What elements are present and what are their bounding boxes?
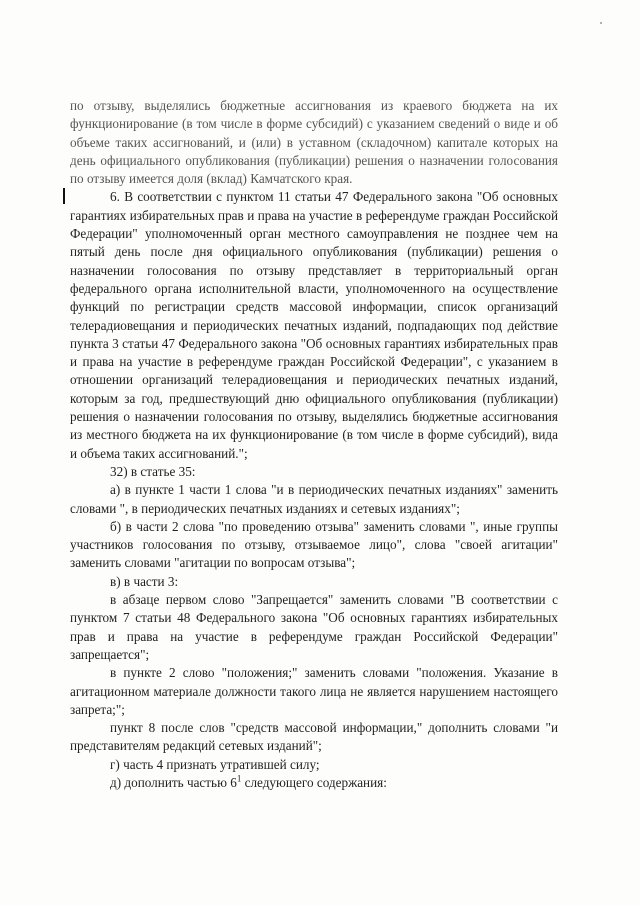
last-line-before: д) дополнить частью 6	[110, 774, 237, 790]
paragraph-punkt-8: пункт 8 после слов "средств массовой информации," дополнить словами "и представителям редакций сетевых изданий";	[70, 720, 558, 754]
paragraph-item-32: 32) в статье 35:	[110, 463, 196, 479]
paragraph-punkt-2: в пункте 2 слово "положения;" заменить словами "положения. Указание в агитационном материале должности такого лица не является нарушением настоящего запрета;";	[70, 665, 558, 717]
paragraph-continuation: по отзыву, выделялись бюджетные ассигнования из краевого бюджета на их функционирование (в том числе в форме субсидий) с указанием сведений о виде и об объеме таких ассигнований, и (или) в уставном (складочном) капитале которых на день официального опубликования (публикации) решения о назначении голосования по отзыву имеется доля (вклад) Камчатского края.	[70, 98, 558, 187]
paragraph-subitem-v: в) в части 3:	[110, 573, 179, 589]
paragraph-subitem-b: б) в части 2 слова "по проведению отзыва" заменить словами ", иные группы участников голосования по отзыву, отзываемое лицо", слова "своей агитации" заменить словами "агитации по вопросам отзыва";	[70, 518, 558, 571]
document-body	[70, 97, 558, 792]
last-line-superscript: 1	[236, 773, 242, 784]
scan-speck	[600, 22, 602, 24]
paragraph-first-abzac: в абзаце первом слово "Запрещается" заменить словами "В соответствии с пунктом 7 статьи 48 Федерального закона "Об основных гарантиях избирательных прав и права на участие в референдуме граждан Российской Федерации" запрещается";	[70, 592, 558, 662]
paragraph-subitem-a: а) в пункте 1 части 1 слова "и в периодических печатных изданиях" заменить словами ", в периодических печатных изданиях и сетевых изданиях";	[70, 482, 558, 516]
paragraph-item-6: 6. В соответствии с пунктом 11 статьи 47 Федерального закона "Об основных гарантиях избирательных прав и права на участие в референдуме граждан Российской Федерации" уполномоченный орган местного самоуправления не позднее чем на пятый день после дня официального опубликования (публикации) решения о назначении голосования по отзыву представляет в территориальный орган федерального органа исполнительной власти, уполномоченного на осуществление функций по регистрации средств массовой информации, список организаций телерадиовещания и периодических печатных изданий, подпадающих под действие пункта 3 статьи 47 Федерального закона "Об основных гарантиях избирательных прав и права на участие в референдуме граждан Российской Федерации", с указанием в отношении организаций телерадиовещания и периодических печатных изданий, которым за год, предшествующий дню официального опубликования (публикации) решения о назначении голосования по отзыву, выделялись бюджетные ассигнования из местного бюджета на их функционирование (в том числе в форме субсидий), вида и объема таких ассигнований.";	[70, 189, 558, 461]
last-line-after: следующего содержания:	[241, 774, 387, 790]
paragraph-subitem-d	[70, 774, 558, 792]
paragraph-subitem-g: г) часть 4 признать утратившей силу;	[110, 756, 320, 772]
text-cursor-mark	[63, 188, 65, 204]
